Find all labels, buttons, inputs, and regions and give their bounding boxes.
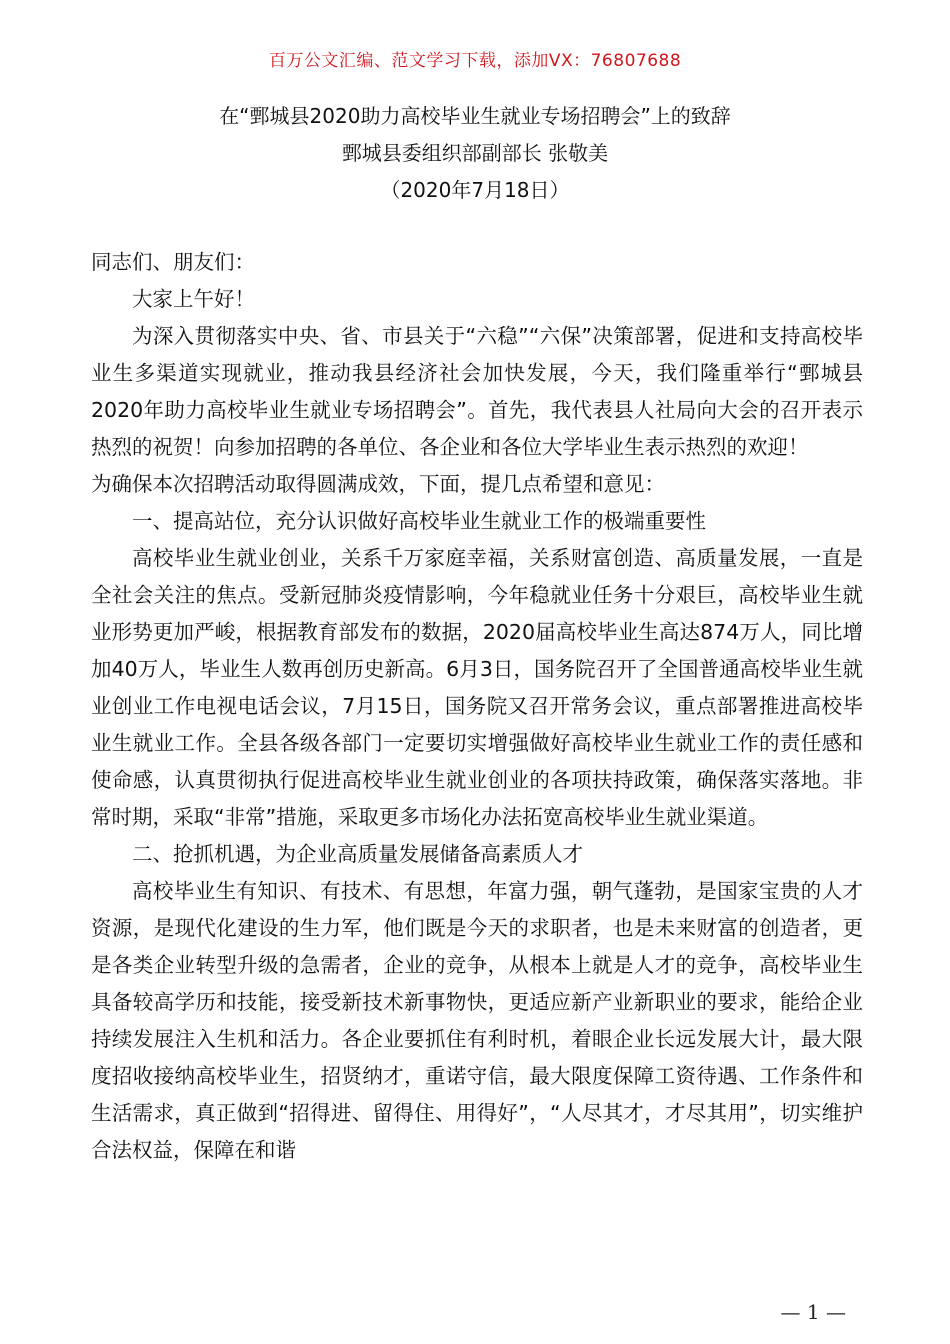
- speech-body: [91, 244, 863, 1169]
- salutation: 同志们、朋友们：: [91, 250, 255, 274]
- page-number: — 1 —: [780, 1300, 846, 1324]
- greeting: 大家上午好！: [132, 287, 255, 311]
- speech-title: 在“鄄城县2020助力高校毕业生就业专场招聘会”上的致辞: [219, 104, 731, 128]
- paragraph-section-1: 高校毕业生就业创业，关系千万家庭幸福，关系财富创造、高质量发展，一直是全社会关注的焦点。受新冠肺炎疫情影响，今年稳就业任务十分艰巨，高校毕业生就业形势更加严峻，根据教育部发布的数据，2020届高校毕业生高达874万人，同比增加40万人，毕业生人数再创历史新高。6月3日，国务院召开了全国普通高校毕业生就业创业工作电视电话会议，7月15日，国务院又召开常务会议，重点部署推进高校毕业生就业工作。全县各级各部门一定要切实增强做好高校毕业生就业工作的责任感和使命感，认真贯彻执行促进高校毕业生就业创业的各项扶持政策，确保落实落地。非常时期，采取“非常”措施，采取更多市场化办法拓宽高校毕业生就业渠道。: [91, 546, 863, 829]
- watermark-text: 百万公文汇编、范文学习下载，添加VX：76807688: [268, 51, 682, 71]
- title-block: [0, 98, 950, 209]
- section-heading-2: 二、抢抓机遇，为企业高质量发展储备高素质人才: [132, 842, 583, 866]
- speaker-line: 鄄城县委组织部副部长 张敬美: [341, 141, 609, 165]
- section-heading-1: 一、提高站位，充分认识做好高校毕业生就业工作的极端重要性: [132, 509, 706, 533]
- date-line: （2020年7月18日）: [380, 178, 570, 202]
- paragraph-section-2: 高校毕业生有知识、有技术、有思想，年富力强，朝气蓬勃，是国家宝贵的人才资源，是现代化建设的生力军，他们既是今天的求职者，也是未来财富的创造者，更是各类企业转型升级的急需者，企业的竞争，从根本上就是人才的竞争，高校毕业生具备较高学历和技能，接受新技术新事物快，更适应新产业新职业的要求，能给企业持续发展注入生机和活力。各企业要抓住有利时机，着眼企业长远发展大计，最大限度招收接纳高校毕业生，招贤纳才，重诺守信，最大限度保障工资待遇、工作条件和生活需求，真正做到“招得进、留得住、用得好”，“人尽其才，才尽其用”，切实维护合法权益，保障在和谐: [91, 879, 863, 1162]
- paragraph-transition: 为确保本次招聘活动取得圆满成效，下面，提几点希望和意见：: [91, 472, 665, 496]
- paragraph-intro: 为深入贯彻落实中央、省、市县关于“六稳”“六保”决策部署，促进和支持高校毕业生多渠道实现就业，推动我县经济社会加快发展，今天，我们隆重举行“鄄城县2020年助力高校毕业生就业专场招聘会”。首先，我代表县人社局向大会的召开表示热烈的祝贺！向参加招聘的各单位、各企业和各位大学毕业生表示热烈的欢迎！: [91, 324, 863, 459]
